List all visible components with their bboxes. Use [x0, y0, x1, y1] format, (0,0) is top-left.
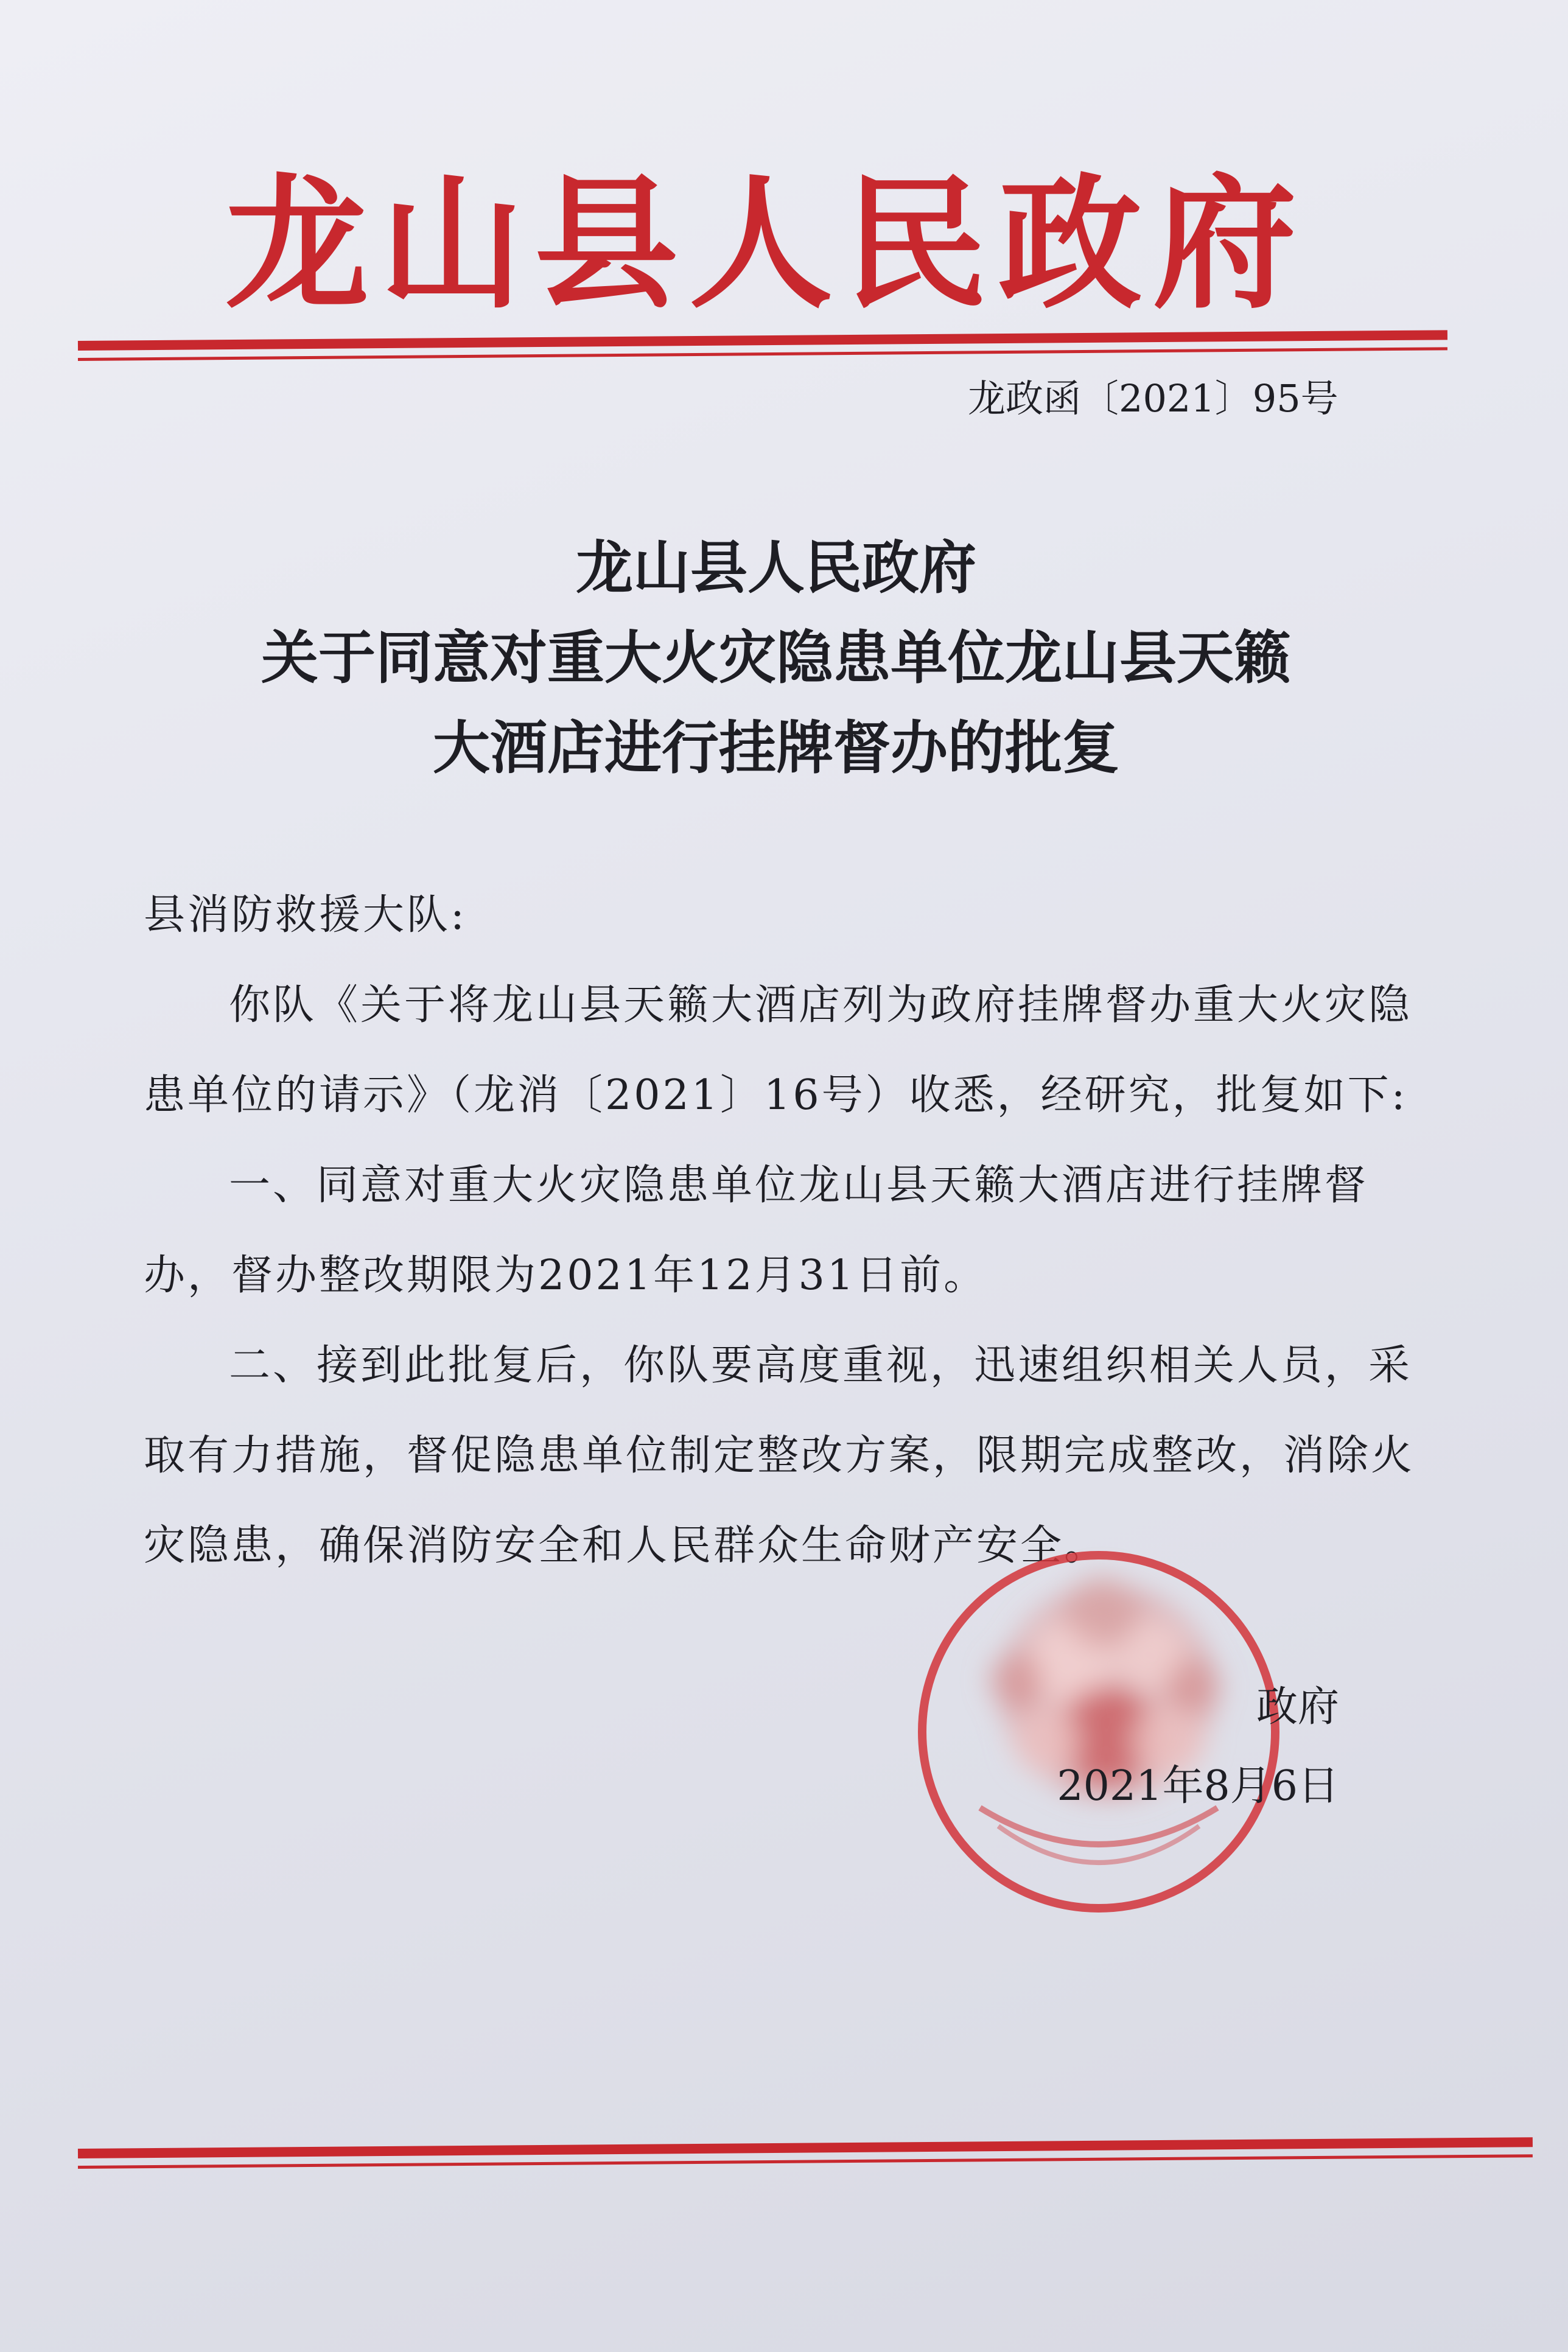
document-body — [144, 870, 1434, 1591]
paragraph-request: 你队《关于将龙山县天籁大酒店列为政府挂牌督办重大火灾隐患单位的请示》（龙消〔2021〕16号）收悉，经研究，批复如下: — [144, 981, 1413, 1119]
masthead-title: 龙山县人民政府 — [225, 159, 1308, 328]
title-line-3: 大酒店进行挂牌督办的批复 — [432, 715, 1119, 782]
paragraph-item-2: 二、接到此批复后，你队要高度重视，迅速组织相关人员，采取有力措施，督促隐患单位制定整改方案，限期完成整改，消除火灾隐患，确保消防安全和人民群众生命财产安全。 — [144, 1342, 1415, 1570]
title-line-1: 龙山县人民政府 — [575, 535, 976, 601]
document-number: 龙政函〔2021〕95号 — [968, 376, 1339, 421]
header-rule-thin — [78, 347, 1447, 361]
paragraph-item-1: 一、同意对重大火灾隐患单位龙山县天籁大酒店进行挂牌督办，督办整改期限为2021年12月31日前。 — [144, 1161, 1369, 1300]
document-title — [122, 523, 1430, 794]
issuer-name: 政府 — [1256, 1683, 1339, 1731]
addressee: 县消防救援大队: — [144, 891, 467, 939]
issue-date: 2021年8月6日 — [1057, 1762, 1339, 1810]
footer-rule-thick — [78, 2137, 1533, 2158]
title-line-2: 关于同意对重大火灾隐患单位龙山县天籁 — [261, 625, 1291, 691]
signature-block — [974, 1668, 1339, 1826]
